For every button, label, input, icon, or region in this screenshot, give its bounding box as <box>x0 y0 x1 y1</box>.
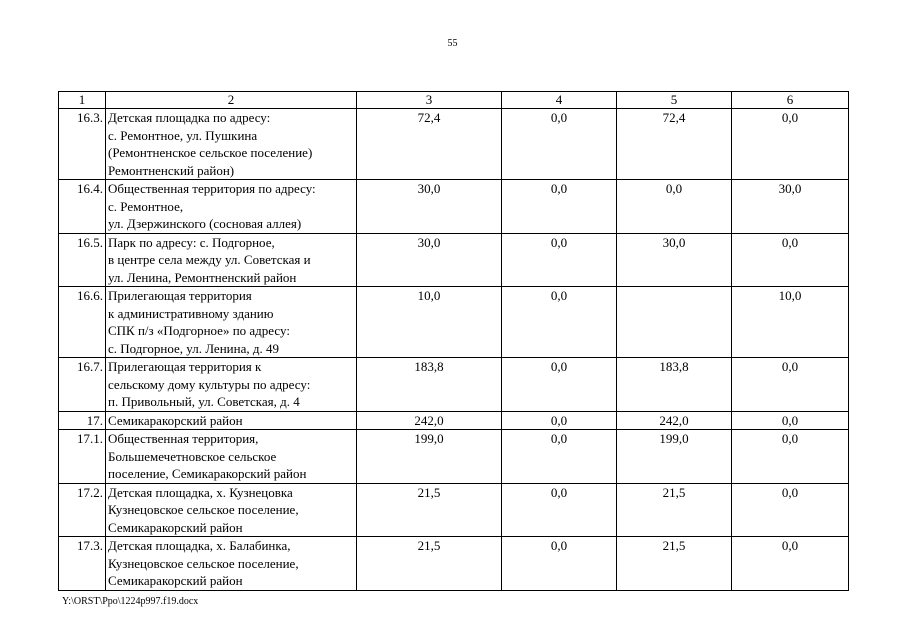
value-cell: 242,0 <box>357 411 502 430</box>
description-line: Парк по адресу: с. Подгорное, <box>108 234 275 250</box>
table-row <box>59 180 849 234</box>
data-table <box>58 91 849 591</box>
row-number: 16.6. <box>59 287 106 358</box>
value-cell: 30,0 <box>357 233 502 287</box>
description-line: Кузнецовское сельское поселение, <box>108 502 299 517</box>
value-cell: 0,0 <box>732 233 849 287</box>
description-line: Кузнецовское сельское поселение, <box>108 555 299 571</box>
territory-description <box>106 180 357 234</box>
value-cell: 30,0 <box>617 233 732 287</box>
description-line: Детская площадка, х. Кузнецовка <box>108 484 293 500</box>
file-path: Y:\ORST\Ppo\1224p997.f19.docx <box>62 596 199 607</box>
description-line: Большемечетновское сельское <box>108 448 277 464</box>
table-row <box>59 411 849 430</box>
column-header: 1 <box>59 92 106 109</box>
description-line: Семикаракорский район <box>108 519 243 535</box>
value-cell: 0,0 <box>732 358 849 412</box>
table-row <box>59 430 849 484</box>
value-cell: 10,0 <box>732 287 849 358</box>
value-cell: 0,0 <box>502 358 617 412</box>
value-cell: 72,4 <box>617 109 732 180</box>
description-line: в центре села между ул. Советская и <box>108 252 311 267</box>
territory-description <box>106 430 357 484</box>
row-number: 16.7. <box>59 358 106 412</box>
territory-description <box>106 358 357 412</box>
row-number: 17.2. <box>59 483 106 537</box>
value-cell: 0,0 <box>732 537 849 591</box>
description-line: Ремонтненский район) <box>108 162 235 178</box>
description-line: сельскому дому культуры по адресу: <box>108 376 311 392</box>
table-row <box>59 233 849 287</box>
value-cell: 30,0 <box>732 180 849 234</box>
value-cell: 21,5 <box>357 483 502 537</box>
description-line: (Ремонтненское сельское поселение) <box>108 145 313 160</box>
description-line: ул. Ленина, Ремонтненский район <box>108 269 297 285</box>
description-line: Детская площадка, х. Балабинка, <box>108 538 291 553</box>
description-line: Прилегающая территория к <box>108 359 262 374</box>
header-row <box>59 92 849 109</box>
description-line: ул. Дзержинского (сосновая аллея) <box>108 216 302 231</box>
column-header: 6 <box>732 92 849 109</box>
row-number: 16.4. <box>59 180 106 234</box>
value-cell: 21,5 <box>617 537 732 591</box>
description-line: с. Ремонтное, <box>108 198 184 214</box>
description-line: п. Привольный, ул. Советская, д. 4 <box>108 394 300 409</box>
description-line: СПК п/з «Подгорное» по адресу: <box>108 323 290 338</box>
row-number: 17.1. <box>59 430 106 484</box>
territory-description <box>106 233 357 287</box>
row-number: 16.5. <box>59 233 106 287</box>
value-cell: 0,0 <box>732 411 849 430</box>
description-line: с. Ремонтное, ул. Пушкина <box>108 127 258 143</box>
value-cell: 21,5 <box>617 483 732 537</box>
table-row <box>59 358 849 412</box>
column-header: 5 <box>617 92 732 109</box>
territory-description <box>106 483 357 537</box>
value-cell: 30,0 <box>357 180 502 234</box>
value-cell: 10,0 <box>357 287 502 358</box>
table-row <box>59 287 849 358</box>
value-cell: 0,0 <box>502 537 617 591</box>
row-number: 17. <box>59 411 106 430</box>
value-cell: 199,0 <box>357 430 502 484</box>
description-line: Общественная территория, <box>108 431 259 446</box>
value-cell: 21,5 <box>357 537 502 591</box>
table-body <box>59 109 849 591</box>
description-line: поселение, Семикаракорский район <box>108 466 307 481</box>
territory-description <box>106 287 357 358</box>
territory-description <box>106 537 357 591</box>
value-cell: 199,0 <box>617 430 732 484</box>
column-header: 3 <box>357 92 502 109</box>
value-cell: 0,0 <box>502 109 617 180</box>
territory-description <box>106 109 357 180</box>
description-line: Общественная территория по адресу: <box>108 181 316 196</box>
column-header: 2 <box>106 92 357 109</box>
value-cell: 0,0 <box>502 233 617 287</box>
value-cell: 183,8 <box>357 358 502 412</box>
value-cell: 0,0 <box>732 483 849 537</box>
value-cell: 72,4 <box>357 109 502 180</box>
description-line: к административному зданию <box>108 305 274 321</box>
value-cell: 0,0 <box>617 180 732 234</box>
value-cell: 183,8 <box>617 358 732 412</box>
description-line: Семикаракорский район <box>108 412 243 428</box>
page-number: 55 <box>447 38 458 49</box>
value-cell: 0,0 <box>502 430 617 484</box>
description-line: Семикаракорский район <box>108 573 243 588</box>
table-row <box>59 537 849 591</box>
value-cell: 0,0 <box>502 287 617 358</box>
description-line: с. Подгорное, ул. Ленина, д. 49 <box>108 340 279 356</box>
row-number: 16.3. <box>59 109 106 180</box>
description-line: Детская площадка по адресу: <box>108 110 271 125</box>
value-cell <box>617 287 732 358</box>
value-cell: 0,0 <box>732 109 849 180</box>
table-row <box>59 483 849 537</box>
description-line: Прилегающая территория <box>108 288 252 303</box>
value-cell: 0,0 <box>502 411 617 430</box>
value-cell: 0,0 <box>502 180 617 234</box>
value-cell: 242,0 <box>617 411 732 430</box>
value-cell: 0,0 <box>502 483 617 537</box>
value-cell: 0,0 <box>732 430 849 484</box>
row-number: 17.3. <box>59 537 106 591</box>
table-row <box>59 109 849 180</box>
column-header: 4 <box>502 92 617 109</box>
territory-description <box>106 411 357 430</box>
